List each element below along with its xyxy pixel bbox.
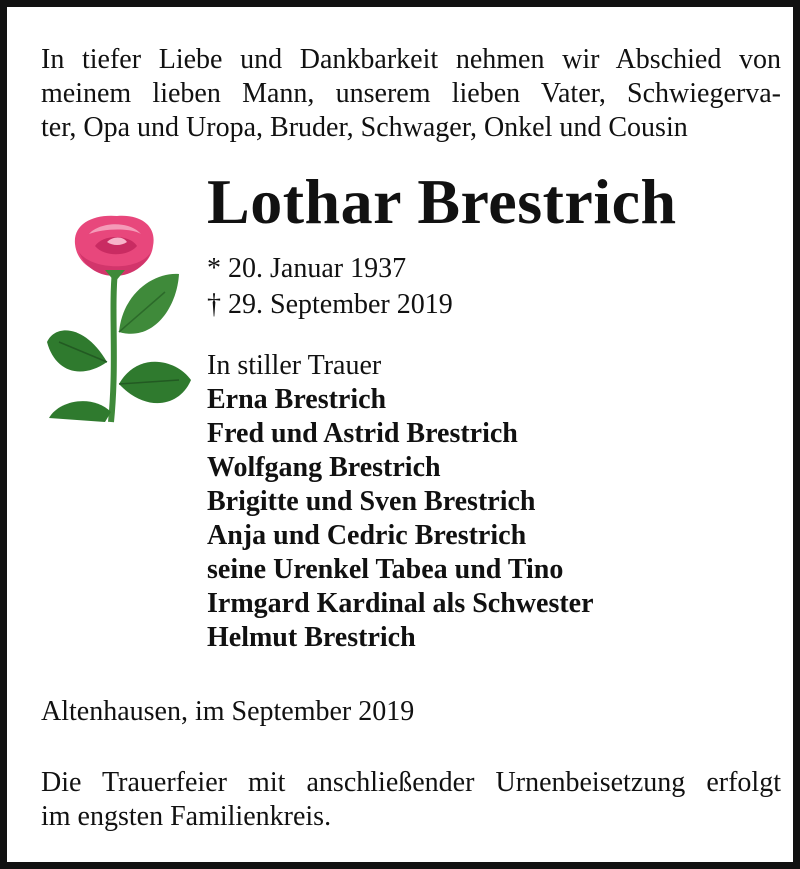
place-date: Altenhausen, im September 2019 [41, 696, 415, 727]
mourners-lead: In stiller Trauer [207, 350, 382, 381]
mourner-name: Wolfgang Brestrich [207, 452, 441, 483]
mourner-name: Erna Brestrich [207, 384, 387, 415]
intro-line: ter, Opa und Uropa, Bruder, Schwager, Onkel und Cousin [41, 112, 688, 143]
deceased-name: Lothar Brestrich [207, 166, 677, 237]
funeral-notice [41, 766, 781, 834]
rose-icon [45, 212, 195, 424]
mourner-name: Brigitte und Sven Brestrich [207, 486, 536, 517]
mourner-name: Anja und Cedric Brestrich [207, 520, 527, 551]
notice-line: im engsten Familienkreis. [41, 801, 332, 832]
mourner-name: Irmgard Kardinal als Schwester [207, 588, 594, 619]
mourner-name: seine Urenkel Tabea und Tino [207, 554, 564, 585]
intro-line: In tiefer Liebe und Dankbarkeit nehmen wir Abschied von [41, 44, 781, 75]
mourner-name: Helmut Brestrich [207, 622, 416, 653]
notice-line: Die Trauerfeier mit anschließender Urnenbeisetzung erfolgt [41, 767, 781, 798]
life-dates [207, 251, 453, 323]
intro-text [41, 43, 781, 145]
mourners-section [207, 349, 594, 655]
mourners-list [207, 383, 594, 655]
birth-date: * 20. Januar 1937 [207, 253, 407, 284]
intro-line: meinem lieben Mann, unserem lieben Vater, Schwiegerva- [41, 78, 781, 109]
death-date: † 29. September 2019 [207, 289, 453, 320]
mourner-name: Fred und Astrid Brestrich [207, 418, 518, 449]
